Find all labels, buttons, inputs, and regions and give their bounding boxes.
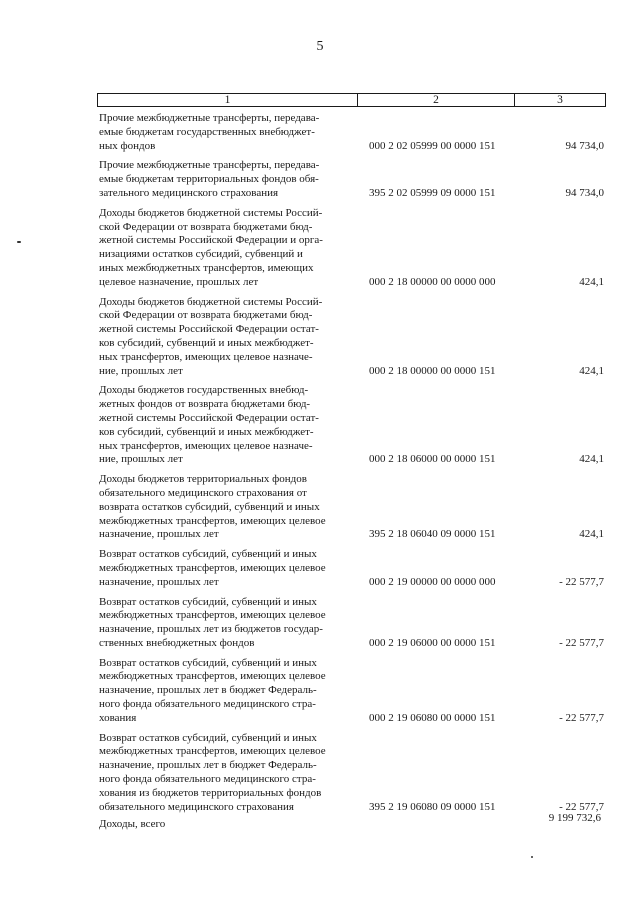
amount-value: 424,1 <box>579 528 604 541</box>
description-line: назначение, прошлых лет <box>99 528 219 541</box>
row-description <box>99 596 357 651</box>
amount-value: 424,1 <box>579 364 604 377</box>
row-description <box>99 473 357 542</box>
description-line: межбюджетных трансфертов, имеющих целевое <box>99 745 326 758</box>
description-line: емые бюджетам государственных внебюджет- <box>99 125 315 138</box>
table-row <box>99 473 604 542</box>
scan-speck <box>17 241 21 243</box>
total-label: Доходы, всего <box>99 818 166 830</box>
description-line: Доходы бюджетов государственных внебюд- <box>99 384 309 397</box>
description-line: Прочие межбюджетные трансферты, передава- <box>99 112 320 124</box>
description-line: ных фондов <box>99 139 156 152</box>
column-header-2: 2 <box>358 94 515 106</box>
description-line: низациями остатков субсидий, субвенций и <box>99 248 303 261</box>
description-line: Прочие межбюджетные трансферты, передава- <box>99 159 320 172</box>
description-line: ных трансфертов, имеющих целевое назначе- <box>99 350 313 363</box>
page-number: 5 <box>316 39 324 54</box>
amount-value: 424,1 <box>579 453 604 466</box>
table-row <box>99 112 604 153</box>
description-line: зательного медицинского страхования <box>99 186 279 199</box>
row-description <box>99 159 357 200</box>
budget-code: 000 2 19 06000 00 0000 151 <box>369 636 496 649</box>
description-line: Доходы бюджетов бюджетной системы Россий- <box>99 206 323 219</box>
description-line: хования <box>99 711 137 724</box>
description-line: хования из бюджетов территориальных фондов <box>99 786 322 799</box>
row-description <box>99 548 357 589</box>
budget-code: 000 2 18 00000 00 0000 151 <box>369 364 496 377</box>
description-line: Возврат остатков субсидий, субвенций и иных <box>99 731 317 744</box>
amount-value: 94 734,0 <box>565 139 604 152</box>
description-line: емые бюджетам территориальных фондов обя- <box>99 173 319 186</box>
row-description <box>99 657 357 726</box>
description-line: ственных внебюджетных фондов <box>99 636 255 649</box>
description-line: межбюджетных трансфертов, имеющих целевое <box>99 514 326 527</box>
amount-value: - 22 577,7 <box>559 800 604 813</box>
row-description <box>99 112 357 153</box>
description-line: Возврат остатков субсидий, субвенций и иных <box>99 656 317 669</box>
description-line: возврата остатков субсидий, субвенций и иных <box>99 500 320 513</box>
table-header <box>97 93 606 107</box>
description-line: жетных фондов от возврата бюджетами бюд- <box>99 398 311 411</box>
budget-code: 395 2 19 06080 09 0000 151 <box>369 800 496 813</box>
budget-code: 395 2 02 05999 09 0000 151 <box>369 186 496 199</box>
table-row <box>99 159 604 200</box>
row-description <box>99 384 357 467</box>
budget-code: 000 2 02 05999 00 0000 151 <box>369 139 496 152</box>
budget-code: 000 2 18 06000 00 0000 151 <box>369 453 496 466</box>
description-line: обязательного медицинского страхования от <box>99 486 307 499</box>
amount-value: - 22 577,7 <box>559 711 604 724</box>
description-line: межбюджетных трансфертов, имеющих целевое <box>99 670 326 683</box>
table-row <box>99 657 604 726</box>
description-line: назначение, прошлых лет из бюджетов государ- <box>99 623 323 636</box>
description-line: жетной системы Российской Федерации и орга- <box>99 234 323 247</box>
description-line: ской Федерации от возврата бюджетами бюд- <box>99 220 313 233</box>
table-row <box>99 732 604 815</box>
total-row <box>99 811 604 831</box>
budget-code: 000 2 19 00000 00 0000 000 <box>369 575 496 588</box>
description-line: межбюджетных трансфертов, имеющих целевое <box>99 609 326 622</box>
table-row <box>99 548 604 589</box>
amount-value: - 22 577,7 <box>559 575 604 588</box>
budget-code: 000 2 19 06080 00 0000 151 <box>369 711 496 724</box>
description-line: назначение, прошлых лет в бюджет Федераль- <box>99 759 317 772</box>
column-header-1: 1 <box>98 94 358 106</box>
description-line: Доходы бюджетов бюджетной системы Россий- <box>99 295 323 308</box>
description-line: иных межбюджетных трансфертов, имеющих <box>99 261 314 274</box>
table-body <box>99 112 604 820</box>
scan-speck <box>531 856 533 858</box>
description-line: ных трансфертов, имеющих целевое назначе- <box>99 439 313 452</box>
description-line: межбюджетных трансфертов, имеющих целевое <box>99 561 326 574</box>
amount-value: 94 734,0 <box>565 186 604 199</box>
description-line: назначение, прошлых лет <box>99 575 219 588</box>
description-line: целевое назначение, прошлых лет <box>99 275 259 288</box>
description-line: ного фонда обязательного медицинского стра- <box>99 773 316 786</box>
row-description <box>99 207 357 290</box>
description-line: жетной системы Российской Федерации остат- <box>99 323 319 336</box>
description-line: ного фонда обязательного медицинского стра- <box>99 698 316 711</box>
description-line: ков субсидий, субвенций и иных межбюджет- <box>99 425 314 438</box>
table-row <box>99 384 604 467</box>
description-line: назначение, прошлых лет в бюджет Федераль- <box>99 684 317 697</box>
description-line: Возврат остатков субсидий, субвенций и иных <box>99 595 317 608</box>
description-line: ской Федерации от возврата бюджетами бюд- <box>99 309 313 322</box>
description-line: ние, прошлых лет <box>99 453 183 466</box>
amount-value: 424,1 <box>579 275 604 288</box>
budget-code: 000 2 18 00000 00 0000 000 <box>369 275 496 288</box>
description-line: Доходы бюджетов территориальных фондов <box>99 473 307 486</box>
description-line: жетной системы Российской Федерации остат- <box>99 411 319 424</box>
description-line: обязательного медицинского страхования <box>99 800 294 813</box>
description-line: ков субсидий, субвенций и иных межбюджет- <box>99 336 314 349</box>
amount-value: - 22 577,7 <box>559 636 604 649</box>
table-row <box>99 296 604 379</box>
column-header-3: 3 <box>557 94 563 106</box>
table-row <box>99 596 604 651</box>
row-description <box>99 732 357 815</box>
total-value: 9 199 732,6 <box>548 812 601 824</box>
budget-code: 395 2 18 06040 09 0000 151 <box>369 528 496 541</box>
row-description <box>99 296 357 379</box>
description-line: Возврат остатков субсидий, субвенций и иных <box>99 548 317 561</box>
description-line: ние, прошлых лет <box>99 364 183 377</box>
table-row <box>99 207 604 290</box>
